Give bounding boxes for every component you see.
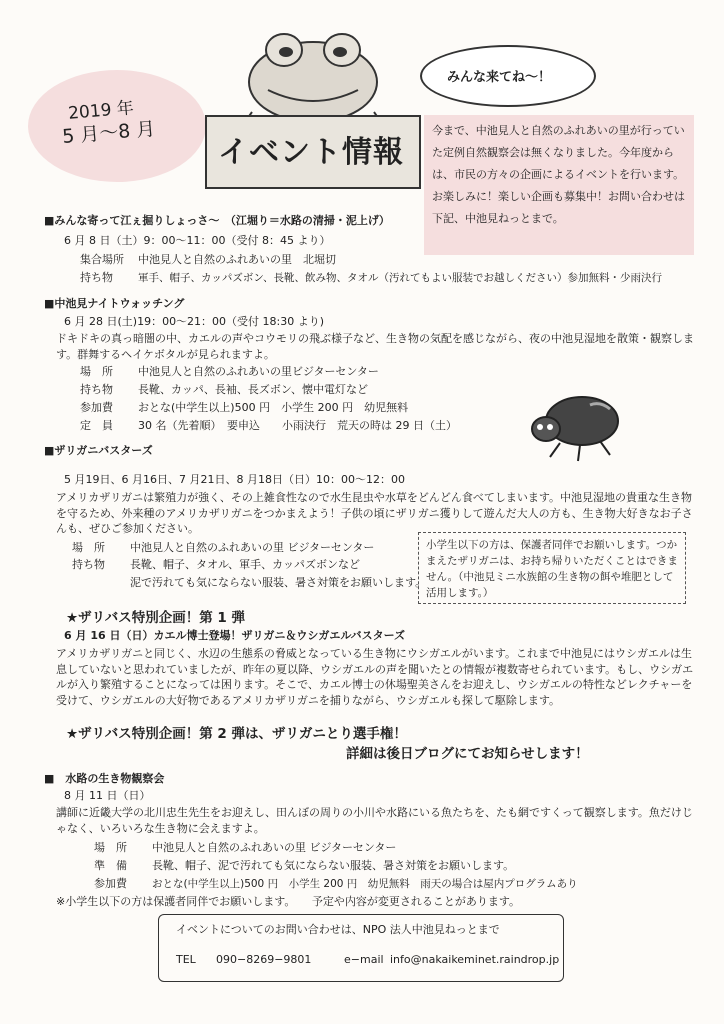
special1-title: ★ザリバス特別企画！第 1 弾 [66, 610, 245, 626]
special2-line2: 詳細は後日ブログにてお知らせします！ [346, 746, 589, 762]
event3-desc: アメリカザリガニは繁殖力が強く、その上雑食性なので水生昆虫や水草をどんどん食べてしまいます。中池見湿地の貴重な生き物を守るため、外来種のアメリカザリガニをつかまえよう！子供の頃にザリガニ獲りして遊んだ大人の方も、生き物大好きなお子さんも、ぜひご参加ください。 [56, 491, 693, 535]
event4-note: ※小学生以下の方は保護者同伴でお願いします。 予定や内容が変更されることがあります。 [56, 895, 520, 908]
event2-capacity-label: 定 員 [80, 419, 113, 432]
event4-title: ■ 水路の生き物観察会 [44, 772, 165, 785]
event3-place-label: 場 所 [72, 541, 105, 554]
event4-place-row [94, 840, 396, 856]
event4-desc: 講師に近畿大学の北川忠生先生をお迎えし、田んぼの周りの小川や水路にいる魚たちを、たも網ですくって観察します。魚だけじゃなく、いろいろな生き物に会えますよ。 [56, 806, 693, 835]
page-title: イベント情報 [218, 135, 404, 170]
tel-label: TEL [176, 953, 196, 966]
special2-line1: ★ザリバス特別企画！第 2 弾は、ザリガニとり選手権！ [66, 726, 407, 742]
event1-title: ■みんな寄って江ぇ掘りしょっさ〜 （江堀り＝水路の清掃・泥上げ） [44, 214, 390, 227]
event4-prep: 長靴、帽子、泥で汚れても気にならない服装、暑さ対策をお願いします。 [152, 859, 515, 872]
event4-fee-label: 参加費 [94, 877, 127, 890]
event1-items-row [80, 270, 662, 286]
event3-items-label: 持ち物 [72, 558, 105, 571]
event2-place-row [80, 364, 379, 380]
event1-place-label: 集合場所 [80, 253, 124, 266]
tel-number: 090−8269−9801 [216, 953, 312, 966]
event1-place: 中池見人と自然のふれあいの里 北堀切 [138, 253, 336, 266]
event4-prep-label: 準 備 [94, 859, 127, 872]
beetle-icon [520, 385, 630, 465]
event3-place-row [72, 540, 374, 556]
event4-place: 中池見人と自然のふれあいの里 ビジターセンター [152, 841, 397, 854]
event4-fee-row [94, 876, 578, 892]
event2-items: 長靴、カッパ、長袖、長ズボン、懐中電灯など [138, 383, 369, 396]
event1-items: 軍手、帽子、カッパズボン、長靴、飲み物、タオル（汚れてもよい服装でお越しください）参加無料・少雨決行 [138, 272, 663, 284]
event4-prep-row [94, 858, 514, 874]
event3-items2: 泥で汚れても気にならない服装、暑さ対策をお願いします。 [130, 576, 427, 589]
contact-row [176, 952, 559, 968]
event4-place-label: 場 所 [94, 841, 127, 854]
event2-items-row [80, 382, 368, 398]
event3-title: ■ザリガニバスターズ [44, 444, 153, 457]
year-label: 2019 年 [67, 98, 135, 124]
event2-desc: ドキドキの真っ暗闇の中、カエルの声やコウモリの飛ぶ様子など、生き物の気配を感じながら、夜の中池見湿地を散策・観察します。群舞するヘイケボタルが見られますよ。 [56, 332, 694, 361]
event1-items-label: 持ち物 [80, 271, 113, 284]
event1-place-row [80, 252, 336, 268]
event2-items-label: 持ち物 [80, 383, 113, 396]
event2-fee-row [80, 400, 408, 416]
months-label: 5 月〜8 月 [61, 117, 157, 149]
event2-date: 6 月 28 日(土)19：00〜21：00（受付 18:30 より) [64, 315, 325, 328]
event3-items-row [72, 557, 360, 573]
event4-fee: おとな(中学生以上)500 円 小学生 200 円 幼児無料 雨天の場合は屋内プログラムあり [152, 878, 578, 890]
special1-sub: 6 月 16 日（日）カエル博士登場！ザリガニ＆ウシガエルバスターズ [64, 629, 406, 642]
special1-desc: アメリカザリガニと同じく、水辺の生態系の脅威となっている生き物にウシガエルがいます。これまで中池見にはウシガエルは生息していないと思われていましたが、昨年の夏以降、ウシガエルの声を聞いたとの情報が複数寄せられています。もし、ウシガエルが入り繁殖することになっては困ります。そこで、カエル博士の休場聖美さんをお迎えし、ウシガエルの特性などレクチャーを受けて、ウシガエルの大好物であるアメリカザリガニを捕りながら、ウシガエルも探して駆除します。 [56, 647, 694, 707]
event2-fee: おとな(中学生以上)500 円 小学生 200 円 幼児無料 [138, 401, 409, 414]
event3-dates: 5 月19日、6 月16日、7 月21日、8 月18日（日）10：00〜12：00 [64, 473, 405, 486]
event2-capacity: 30 名（先着順） 要申込 小雨決行 荒天の時は 29 日（土） [138, 419, 457, 432]
intro-text: 今まで、中池見人と自然のふれあいの里が行っていた定例自然観察会は無くなりました。今年度からは、市民の方々の企画によるイベントを行います。お楽しみに！楽しい企画も募集中！お問い合わせは下記、中池見ねっとまで。 [432, 124, 685, 225]
event3-items: 長靴、帽子、タオル、軍手、カッパズボンなど [130, 558, 361, 571]
event2-place-label: 場 所 [80, 365, 113, 378]
event3-note: 小学生以下の方は、保護者同伴でお願いします。つかまえたザリガニは、お持ち帰りいただくことはできません。（中池見ミニ水族館の生き物の餌や堆肥として活用します。） [426, 539, 678, 599]
event2-title: ■中池見ナイトウォッチング [44, 297, 185, 310]
event4-date: 8 月 11 日（日） [64, 789, 151, 802]
email-address[interactable]: info@nakaikeminet.raindrop.jp [390, 953, 560, 966]
email-label: e−mail [344, 953, 384, 966]
event2-place: 中池見人と自然のふれあいの里ビジターセンター [138, 365, 379, 378]
contact-line: イベントについてのお問い合わせは、NPO 法人中池見ねっとまで [176, 923, 500, 936]
speech-text: みんな来てね〜！ [447, 70, 552, 85]
event2-fee-label: 参加費 [80, 401, 113, 414]
event1-date: 6 月 8 日（土）9：00〜11：00（受付 8：45 より） [64, 234, 331, 247]
event2-capacity-row [80, 418, 457, 434]
event3-place: 中池見人と自然のふれあいの里 ビジターセンター [130, 541, 375, 554]
